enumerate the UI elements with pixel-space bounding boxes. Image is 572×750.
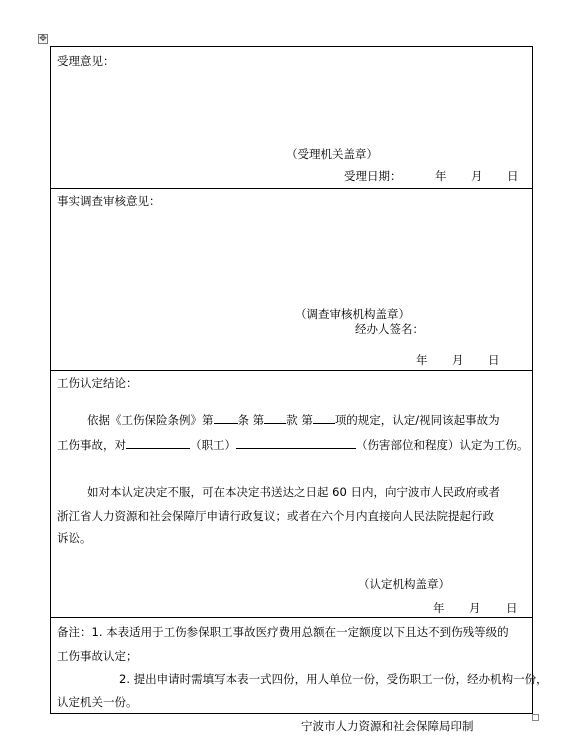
item-suffix: 项的规定，认定/视同该起事故为 — [334, 413, 500, 427]
appeal-line-1 — [87, 484, 500, 500]
appeal-days: 60 — [332, 485, 347, 499]
investigation-month: 月 — [452, 353, 464, 367]
basis-prefix: 依据《工伤保险条例》第 — [87, 413, 214, 427]
note-2-line-2: 认定机关一份。 — [57, 695, 138, 709]
conclusion-label: 工伤认定结论： — [57, 376, 138, 390]
conclusion-month: 月 — [469, 601, 481, 615]
appeal-line-2: 浙江省人力资源和社会保障厅申请行政复议；或者在六个月内直接向人民法院提起行政 — [57, 509, 494, 523]
conclusion-worker-line — [57, 436, 529, 453]
worker-name-blank[interactable] — [126, 436, 190, 449]
conclusion-seal: （认定机构盖章） — [358, 577, 450, 591]
appeal-text: 如对本认定决定不服，可在本决定书送达之日起 — [87, 485, 329, 499]
acceptance-year: 年 — [435, 169, 447, 183]
item-word: 第 — [301, 413, 313, 427]
paragraph-blank[interactable] — [264, 411, 286, 424]
acceptance-month: 月 — [471, 169, 483, 183]
footer-printer: 宁波市人力资源和社会保障局印制 — [301, 719, 474, 733]
clause-word: 款 — [286, 413, 298, 427]
acceptance-date-label: 受理日期： — [344, 169, 402, 183]
acceptance-seal: （受理机关盖章） — [286, 147, 378, 161]
conclusion-day: 日 — [506, 601, 518, 615]
worker-label: （职工） — [190, 438, 236, 452]
note-1-line-1: 备注：1. 本表适用于工伤参保职工事故医疗费用总额在一定额度以下且达不到伤残等级的 — [57, 625, 509, 639]
item-blank[interactable] — [313, 411, 335, 424]
conclusion-year: 年 — [433, 601, 445, 615]
section-divider — [51, 617, 532, 618]
section-divider — [51, 188, 532, 189]
acceptance-label: 受理意见： — [57, 54, 115, 68]
table-move-handle-icon[interactable]: ✥ — [39, 34, 47, 44]
investigation-seal: （调查审核机构盖章） — [295, 307, 410, 321]
investigation-signer-label: 经办人签名： — [355, 322, 424, 336]
appeal-line-3: 诉讼。 — [57, 531, 92, 545]
line2-prefix: 工伤事故，对 — [57, 438, 126, 452]
article-blank[interactable] — [214, 411, 238, 424]
investigation-day: 日 — [488, 353, 500, 367]
note-1-line-2: 工伤事故认定； — [57, 649, 138, 663]
investigation-label: 事实调查审核意见： — [57, 194, 161, 208]
conclusion-basis-line — [87, 411, 500, 428]
paragraph-word: 第 — [252, 413, 265, 427]
table-resize-handle-icon[interactable] — [532, 714, 539, 721]
acceptance-day: 日 — [507, 169, 519, 183]
injury-blank[interactable] — [236, 436, 356, 449]
section-divider — [51, 370, 532, 371]
work-injury-form-table — [50, 46, 548, 714]
injury-label: （伤害部位和程度）认定为工伤。 — [356, 438, 529, 452]
appeal-text: 日内，向宁波市人民政府或者 — [350, 485, 500, 499]
article-word: 条 — [237, 413, 249, 427]
investigation-year: 年 — [416, 353, 428, 367]
note-2-line-1: 2. 提出申请时需填写本表一式四份，用人单位一份，受伤职工一份，经办机构一份， — [119, 672, 548, 686]
